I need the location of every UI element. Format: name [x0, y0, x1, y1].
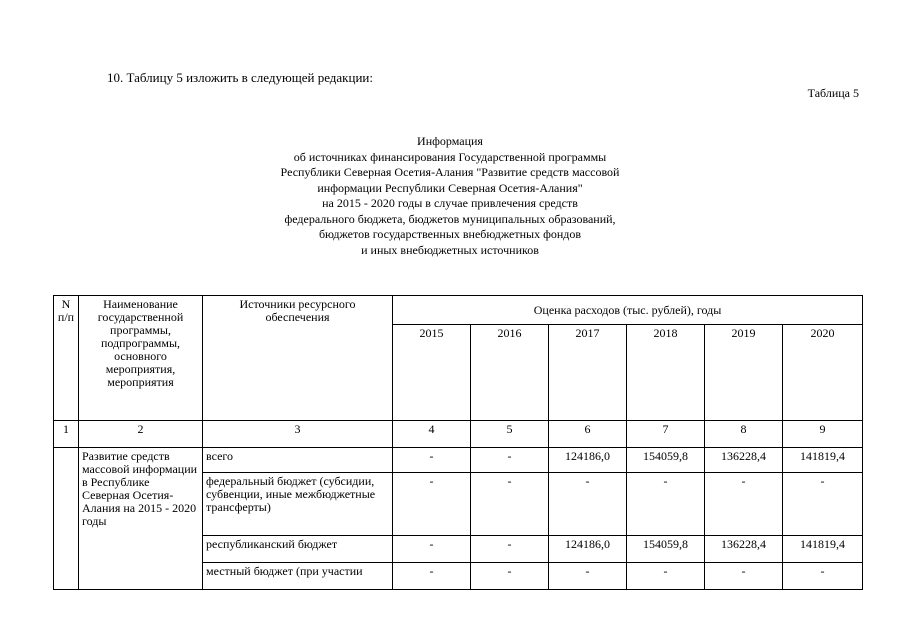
value-cell: -: [705, 563, 783, 590]
header-estimate: Оценка расходов (тыс. рублей), годы: [393, 296, 863, 325]
header-year: 2018: [627, 325, 705, 421]
value-cell: -: [471, 536, 549, 563]
value-cell: 141819,4: [783, 448, 863, 473]
value-cell: -: [783, 563, 863, 590]
intro-text: 10. Таблицу 5 изложить в следующей редакции:: [107, 70, 373, 85]
header-sources: Источники ресурсного обеспечения: [203, 296, 393, 421]
table-label: Таблица 5: [807, 86, 859, 100]
value-cell: -: [393, 536, 471, 563]
value-cell: -: [549, 473, 627, 536]
value-cell: -: [783, 473, 863, 536]
column-number: 8: [705, 421, 783, 448]
value-cell: -: [393, 473, 471, 536]
value-cell: -: [393, 448, 471, 473]
heading-line: об источниках финансирования Государственной программы: [293, 149, 607, 164]
header-year: 2016: [471, 325, 549, 421]
source-label: республиканский бюджет: [203, 536, 393, 563]
column-number: 1: [54, 421, 79, 448]
value-cell: 141819,4: [783, 536, 863, 563]
value-cell: 136228,4: [705, 448, 783, 473]
source-label: федеральный бюджет (субсидии, субвенции, иные межбюджетные трансферты): [203, 473, 393, 536]
row-number-cell: [54, 448, 79, 590]
header-year: 2019: [705, 325, 783, 421]
heading-line: бюджетов государственных внебюджетных фондов: [318, 227, 582, 241]
value-cell: -: [627, 473, 705, 536]
header-year: 2017: [549, 325, 627, 421]
value-cell: 124186,0: [549, 536, 627, 563]
funding-sources-table: [53, 295, 863, 590]
header-name: Наименование государственной программы, подпрограммы, основного мероприятия, мероприятия: [79, 296, 203, 421]
heading-line: информации Республики Северная Осетия-Алания": [317, 180, 583, 195]
column-number: 9: [783, 421, 863, 448]
heading-line: на 2015 - 2020 годы в случае привлечения средств: [322, 196, 578, 210]
value-cell: -: [627, 563, 705, 590]
column-number: 6: [549, 421, 627, 448]
value-cell: -: [393, 563, 471, 590]
value-cell: 136228,4: [705, 536, 783, 563]
column-number: 5: [471, 421, 549, 448]
source-label: всего: [203, 448, 393, 473]
value-cell: -: [471, 448, 549, 473]
header-year: 2015: [393, 325, 471, 421]
heading-line: федерального бюджета, бюджетов муниципальных образований,: [284, 211, 616, 226]
heading-line: Республики Северная Осетия-Алания "Развитие средств массовой: [280, 165, 620, 179]
value-cell: -: [705, 473, 783, 536]
value-cell: 154059,8: [627, 536, 705, 563]
value-cell: -: [549, 563, 627, 590]
column-number: 2: [79, 421, 203, 448]
table-heading: [200, 134, 700, 258]
value-cell: 154059,8: [627, 448, 705, 473]
table-row: [54, 448, 863, 473]
heading-line: Информация: [417, 134, 483, 148]
header-year: 2020: [783, 325, 863, 421]
source-label: местный бюджет (при участии: [203, 563, 393, 590]
value-cell: -: [471, 563, 549, 590]
column-number: 4: [393, 421, 471, 448]
column-number: 7: [627, 421, 705, 448]
header-n: N п/п: [54, 296, 79, 421]
heading-line: и иных внебюджетных источников: [361, 242, 539, 257]
value-cell: -: [471, 473, 549, 536]
value-cell: 124186,0: [549, 448, 627, 473]
column-number: 3: [203, 421, 393, 448]
program-name: Развитие средств массовой информации в Республике Северная Осетия-Алания на 2015 - 2020 годы: [79, 448, 203, 590]
